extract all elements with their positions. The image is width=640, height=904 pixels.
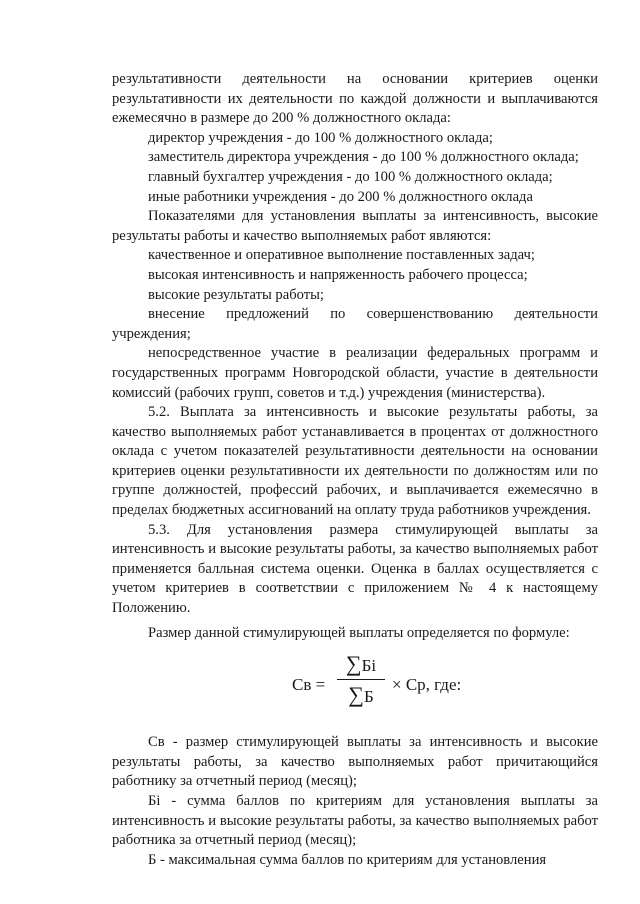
list-item-high-results: высокие результаты работы; bbox=[148, 286, 324, 303]
list-item-high-intensity: высокая интенсивность и напряженность рабочего процесса; bbox=[148, 266, 528, 283]
formula-denominator-var: Б bbox=[363, 687, 374, 707]
definition-sv: Св - размер стимулирующей выплаты за интенсивность и высокие результаты работы, за качество выполняемых работ причитающийся работнику за отчетный период (месяц); bbox=[112, 734, 598, 790]
section-5-3: 5.3. Для установления размера стимулирующей выплаты за интенсивность и высокие результаты работы, за качество выполняемых работ применяется балльная система оценки. Оценка в баллах осуществляется с учетом критериев в соответствии с приложением № 4 к настоящему Положению. bbox=[112, 521, 598, 617]
section-5-2: 5.2. Выплата за интенсивность и высокие результаты работы, за качество выполняемых работ устанавливается в процентах от должностного оклада с учетом показателей результативности деятельности на основании критериев оценки результативности их деятельности по должностям или по группе должностей, профессий рабочих, и выплачивается ежемесячно в пределах бюджетных ассигнований на оплату труда работников учреждения. bbox=[112, 404, 598, 519]
paragraph-indicators: Показателями для установления выплаты за интенсивность, высокие результаты работы и качество выполняемых работ являются: bbox=[112, 208, 598, 244]
list-item-director: директор учреждения - до 100 % должностного оклада; bbox=[148, 129, 493, 146]
paragraph-continuation: результативности деятельности на основании критериев оценки результативности их деятельности по каждой должности и выплачиваются ежемесячно в размере до 200 % должностного оклада: bbox=[112, 71, 598, 127]
formula-rhs: × Ср, где: bbox=[392, 675, 462, 695]
sigma-symbol: ∑ bbox=[345, 651, 362, 677]
list-item-chief-accountant: главный бухгалтер учреждения - до 100 % должностного оклада; bbox=[148, 168, 553, 185]
formula-denominator bbox=[337, 682, 385, 708]
list-item-other-workers: иные работники учреждения - до 200 % должностного оклада bbox=[148, 188, 533, 205]
paragraph-proposals: внесение предложений по совершенствованию деятельности учреждения; bbox=[112, 306, 598, 342]
paragraph-participation: непосредственное участие в реализации федеральных программ и государственных программ Новгородской области, участие в деятельности комиссий (рабочих групп, советов и т.д.) учреждения (министерства). bbox=[112, 345, 598, 401]
definition-b: Б - максимальная сумма баллов по критериям для установления bbox=[148, 851, 547, 868]
formula-intro: Размер данной стимулирующей выплаты определяется по формуле: bbox=[148, 624, 570, 641]
fraction-bar bbox=[337, 679, 385, 680]
formula-fraction bbox=[337, 651, 385, 708]
list-item-deputy-director: заместитель директора учреждения - до 100 % должностного оклада; bbox=[148, 149, 579, 166]
document-page bbox=[112, 70, 598, 870]
definition-bi: Бі - сумма баллов по критериям для установления выплаты за интенсивность и высокие результаты работы, за качество выполняемых работ работника за отчетный период (месяц); bbox=[112, 793, 598, 849]
formula bbox=[112, 647, 598, 725]
list-item-quality-execution: качественное и оперативное выполнение поставленных задач; bbox=[148, 247, 535, 264]
formula-numerator-var: Бі bbox=[361, 656, 377, 676]
formula-lhs: Св = bbox=[292, 675, 326, 695]
sigma-symbol-denominator: ∑ bbox=[348, 682, 364, 708]
formula-numerator bbox=[337, 651, 385, 677]
